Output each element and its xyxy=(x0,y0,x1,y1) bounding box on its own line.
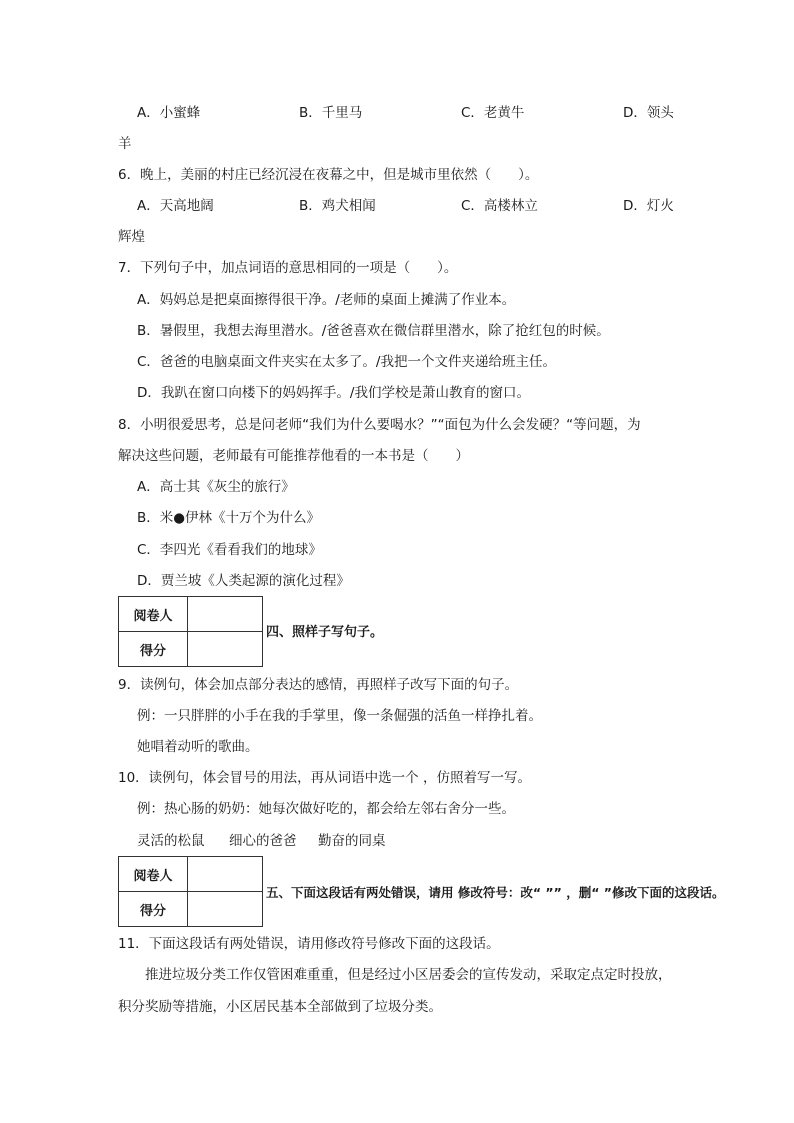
q11-passage-line2: 积分奖励等措施，小区居民基本全部做到了垃圾分类。 xyxy=(118,999,442,1015)
q9-task: 她唱着动听的歌曲。 xyxy=(137,739,259,755)
q8-option-b: B．米●伊林《十万个为什么》 xyxy=(137,510,321,526)
q10-example: 例：热心肠的奶奶：她每次做好吃的，都会给左邻右舍分一些。 xyxy=(137,801,515,817)
score-field[interactable] xyxy=(188,892,263,927)
section4-title: 四、照样子写句子。 xyxy=(266,625,384,640)
reviewer-field[interactable] xyxy=(188,597,263,632)
reviewer-label: 阅卷人 xyxy=(119,597,188,632)
q10-stem: 10．读例句，体会冒号的用法，再从词语中选一个 ，仿照着写一写。 xyxy=(118,770,531,786)
grader-box-section5 xyxy=(118,856,263,927)
section5-title: 五、下面这段话有两处错误，请用 修改符号：改“ ”” ，删“ ”修改下面的这段话。 xyxy=(266,885,725,900)
q6-option-d: D．灯火 xyxy=(623,198,674,214)
q9-example: 例：一只胖胖的小手在我的手掌里，像一条倔强的活鱼一样挣扎着。 xyxy=(137,708,542,724)
q7-option-d: D．我趴在窗口向楼下的妈妈挥手。/我们学校是萧山教育的窗口。 xyxy=(137,385,530,401)
q7-option-b: B．暑假里，我想去海里潜水。/爸爸喜欢在微信群里潜水，除了抢红包的时候。 xyxy=(137,323,610,339)
q6-option-d-wrap: 辉煌 xyxy=(118,229,145,245)
q9-stem: 9．读例句，体会加点部分表达的感情，再照样子改写下面的句子。 xyxy=(118,677,519,693)
reviewer-field[interactable] xyxy=(188,857,263,892)
q11-stem: 11．下面这段话有两处错误，请用修改符号修改下面的这段话。 xyxy=(118,936,500,952)
q8-option-a: A．高士其《灰尘的旅行》 xyxy=(137,479,295,495)
q6-stem: 6．晚上，美丽的村庄已经沉浸在夜幕之中，但是城市里依然（ ）。 xyxy=(118,167,539,183)
q8-stem-line1: 8．小明很爱思考，总是问老师“我们为什么要喝水？”“面包为什么会发硬？“等问题，为 xyxy=(118,417,641,433)
q6-option-c: C．高楼林立 xyxy=(461,198,538,214)
q11-passage-line1: 推进垃圾分类工作仅管困难重重，但是经过小区居委会的宣传发动，采取定点定时投放， xyxy=(145,967,672,983)
q5-option-b: B．千里马 xyxy=(299,105,363,121)
score-field[interactable] xyxy=(188,632,263,667)
q5-option-c: C．老黄牛 xyxy=(461,105,525,121)
q7-option-a: A．妈妈总是把桌面擦得很干净。/老师的桌面上摊满了作业本。 xyxy=(137,292,516,308)
q10-word-1: 灵活的松鼠 xyxy=(137,833,205,849)
q6-option-a: A．天高地阔 xyxy=(137,198,214,214)
q7-stem: 7．下列句子中，加点词语的意思相同的一项是（ ）。 xyxy=(118,260,458,276)
q5-option-d: D．领头 xyxy=(623,105,674,121)
reviewer-label: 阅卷人 xyxy=(119,857,188,892)
q6-option-b: B．鸡犬相闻 xyxy=(299,198,376,214)
q8-stem-line2: 解决这些问题，老师最有可能推荐他看的一本书是（ ） xyxy=(118,448,469,464)
q10-word-2: 细心的爸爸 xyxy=(229,833,297,849)
q5-option-d-wrap: 羊 xyxy=(118,136,132,152)
q8-option-c: C．李四光《看看我们的地球》 xyxy=(137,542,322,558)
q8-option-d: D．贾兰坡《人类起源的演化过程》 xyxy=(137,573,350,589)
q5-option-a: A．小蜜蜂 xyxy=(137,105,201,121)
q7-option-c: C．爸爸的电脑桌面文件夹实在太多了。/我把一个文件夹递给班主任。 xyxy=(137,354,556,370)
grader-box-section4 xyxy=(118,596,263,667)
score-label: 得分 xyxy=(119,632,188,667)
q10-word-3: 勤奋的同桌 xyxy=(318,833,386,849)
score-label: 得分 xyxy=(119,892,188,927)
